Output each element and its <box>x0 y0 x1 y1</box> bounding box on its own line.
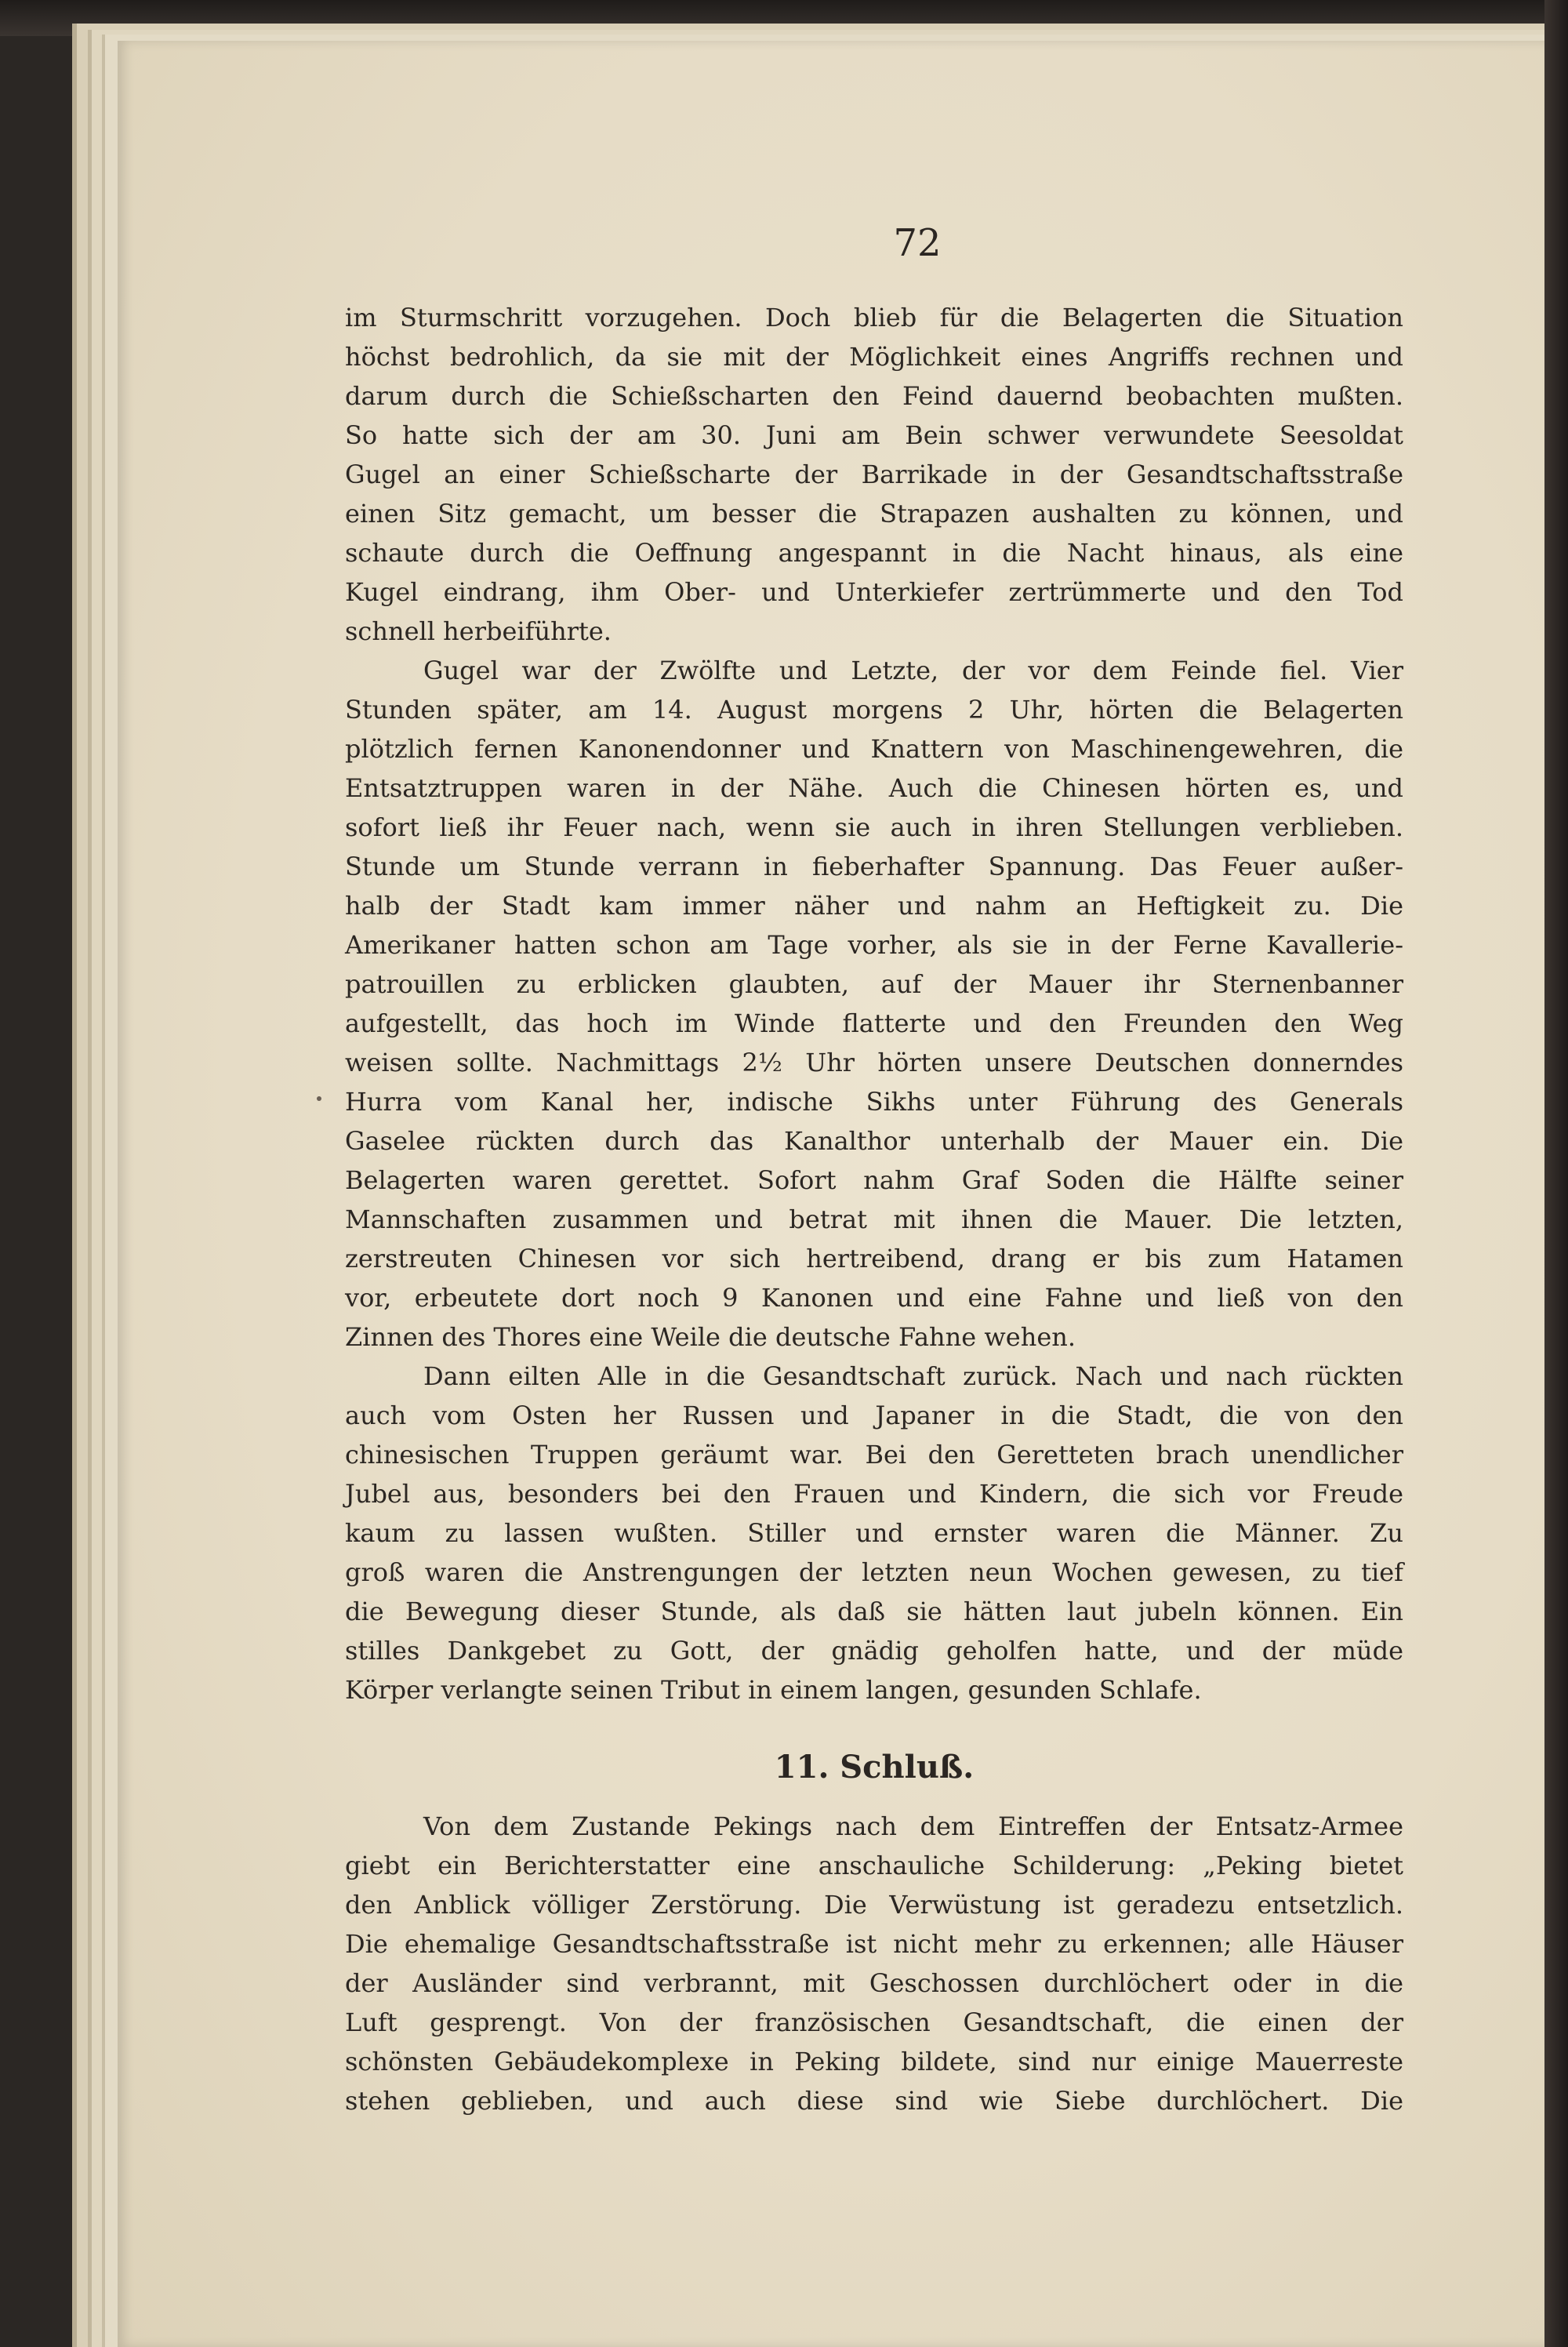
text-line: Luft gesprengt. Von der französischen Gesandtschaft, die einen der <box>345 2007 1403 2037</box>
text-line: vor, erbeutete dort noch 9 Kanonen und eine Fahne und ließ von den <box>345 1283 1403 1313</box>
text-line: Hurra vom Kanal her, indische Sikhs unter Führung des Generals <box>345 1087 1403 1117</box>
page-number: 72 <box>893 221 942 265</box>
text-line: sofort ließ ihr Feuer nach, wenn sie auch in ihren Stellungen verblieben. <box>345 812 1403 842</box>
text-line: darum durch die Schießscharten den Feind dauernd beobachten mußten. <box>345 381 1403 411</box>
text-line: chinesischen Truppen geräumt war. Bei den Geretteten brach unendlicher <box>345 1440 1403 1470</box>
text-line: Von dem Zustande Pekings nach dem Eintreffen der Entsatz-Armee <box>423 1811 1403 1841</box>
text-line: Mannschaften zusammen und betrat mit ihnen die Mauer. Die letzten, <box>345 1204 1403 1234</box>
text-line: Jubel aus, besonders bei den Frauen und Kindern, die sich vor Freude <box>345 1479 1403 1509</box>
text-line: stilles Dankgebet zu Gott, der gnädig geholfen hatte, und der müde <box>345 1636 1403 1666</box>
text-line: Körper verlangte seinen Tribut in einem langen, gesunden Schlafe. <box>345 1675 1202 1705</box>
text-line: Zinnen des Thores eine Weile die deutsche Fahne wehen. <box>345 1322 1076 1352</box>
text-line: Gugel war der Zwölfte und Letzte, der vor dem Feinde fiel. Vier <box>423 656 1403 685</box>
text-line: weisen sollte. Nachmittags 2½ Uhr hörten unsere Deutschen donnerndes <box>345 1048 1403 1077</box>
text-line: der Ausländer sind verbrannt, mit Geschossen durchlöchert oder in die <box>345 1968 1403 1998</box>
text-line: den Anblick völliger Zerstörung. Die Verwüstung ist geradezu entsetzlich. <box>345 1890 1403 1920</box>
text-line: Belagerten waren gerettet. Sofort nahm Graf Soden die Hälfte seiner <box>345 1165 1403 1195</box>
margin-spot <box>317 1096 321 1101</box>
text-line: patrouillen zu erblicken glaubten, auf der Mauer ihr Sternenbanner <box>345 969 1403 999</box>
body-text <box>345 298 1403 2120</box>
text-line: Die ehemalige Gesandtschaftsstraße ist nicht mehr zu erkennen; alle Häuser <box>345 1929 1403 1959</box>
text-line: Stunden später, am 14. August morgens 2 Uhr, hörten die Belagerten <box>345 695 1403 725</box>
text-line: stehen geblieben, und auch diese sind wie Siebe durchlöchert. Die <box>345 2086 1403 2116</box>
section-heading: 11. Schluß. <box>774 1749 975 1786</box>
text-line: einen Sitz gemacht, um besser die Strapazen aushalten zu können, und <box>345 499 1403 529</box>
text-line: im Sturmschritt vorzugehen. Doch blieb für die Belagerten die Situation <box>345 303 1403 332</box>
text-line: schaute durch die Oeffnung angespannt in die Nacht hinaus, als eine <box>345 538 1403 568</box>
text-line: giebt ein Berichterstatter eine anschauliche Schilderung: „Peking bietet <box>345 1851 1403 1880</box>
text-line: Amerikaner hatten schon am Tage vorher, als sie in der Ferne Kavallerie- <box>345 930 1403 960</box>
text-line: Stunde um Stunde verrann in fieberhafter Spannung. Das Feuer außer- <box>345 852 1403 881</box>
text-line: höchst bedrohlich, da sie mit der Möglichkeit eines Angriffs rechnen und <box>345 342 1403 372</box>
text-line: aufgestellt, das hoch im Winde flatterte und den Freunden den Weg <box>345 1008 1403 1038</box>
text-line: auch vom Osten her Russen und Japaner in die Stadt, die von den <box>345 1401 1403 1430</box>
book-spine <box>1544 0 1568 2347</box>
text-line: schönsten Gebäudekomplexe in Peking bildete, sind nur einige Mauerreste <box>345 2047 1403 2076</box>
paragraph-2 <box>345 651 1403 1357</box>
text-line: die Bewegung dieser Stunde, als daß sie hätten laut jubeln können. Ein <box>345 1597 1403 1626</box>
text-line: Kugel eindrang, ihm Ober- und Unterkiefer zertrümmerte und den Tod <box>345 577 1403 607</box>
text-line: Gaselee rückten durch das Kanalthor unterhalb der Mauer ein. Die <box>345 1126 1403 1156</box>
text-line: groß waren die Anstrengungen der letzten neun Wochen gewesen, zu tief <box>345 1557 1403 1587</box>
text-line: Gugel an einer Schießscharte der Barrikade in der Gesandtschaftsstraße <box>345 460 1403 489</box>
text-line: So hatte sich der am 30. Juni am Bein schwer verwundete Seesoldat <box>345 420 1403 450</box>
text-line: Dann eilten Alle in die Gesandtschaft zurück. Nach und nach rückten <box>423 1361 1403 1391</box>
paragraph-1 <box>345 298 1403 651</box>
text-line: halb der Stadt kam immer näher und nahm an Heftigkeit zu. Die <box>345 891 1403 921</box>
section-paragraph <box>345 1807 1403 2120</box>
text-line: schnell herbeiführte. <box>345 616 612 646</box>
text-line: zerstreuten Chinesen vor sich hertreibend, drang er bis zum Hatamen <box>345 1244 1403 1273</box>
text-line: kaum zu lassen wußten. Stiller und ernster waren die Männer. Zu <box>345 1518 1403 1548</box>
text-line: Entsatztruppen waren in der Nähe. Auch die Chinesen hörten es, und <box>345 773 1403 803</box>
text-line: plötzlich fernen Kanonendonner und Knattern von Maschinengewehren, die <box>345 734 1403 764</box>
paragraph-3 <box>345 1357 1403 1709</box>
